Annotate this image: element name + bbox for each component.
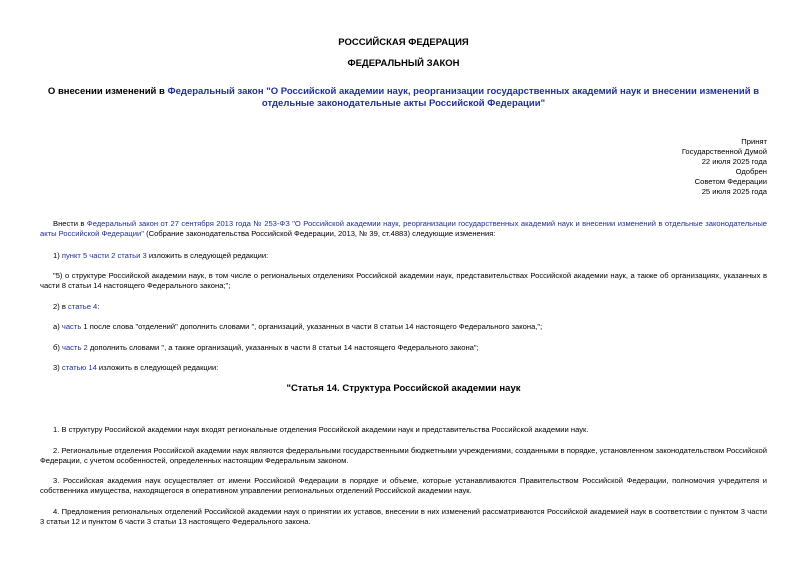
item-1-suffix: изложить в следующей редакции:	[146, 251, 269, 260]
article-p2: 2. Региональные отделения Российской академии наук являются федеральными государственными бюджетными учреждениями, созданными в порядке, установленном законодательством Российской Федерации, с учетом особенностей, определенных настоящим Федеральным законом.	[40, 446, 767, 465]
item-2-link[interactable]: статье 4	[68, 302, 98, 311]
item-3	[40, 363, 767, 373]
article-p1: 1. В структуру Российской академии наук входят региональные отделения Российской академии наук и представительства Российской академии наук.	[53, 425, 589, 434]
item-1-link[interactable]: пункт 5 части 2 статьи 3	[61, 251, 147, 260]
article-p3: 3. Российская академия наук осуществляет от имени Российской Федерации в порядке и объеме, которые устанавливаются Правительством Российской Федерации, полномочия учредителя и собственника имущества, находящегося в оперативном управлении региональных отделений Российской академии наук.	[40, 476, 767, 495]
item-a-num: а)	[53, 322, 62, 331]
doc-type-heading: ФЕДЕРАЛЬНЫЙ ЗАКОН	[347, 58, 460, 69]
item-2-suffix: :	[97, 302, 100, 311]
article-title: "Статья 14. Структура Российской академии наук	[286, 383, 521, 394]
country-heading: РОССИЙСКАЯ ФЕДЕРАЦИЯ	[338, 37, 469, 48]
item-a-suffix: 1 после слова "отделений" дополнить словами ", организаций, указанных в части 8 статьи 14 настоящего Федерального закона,";	[81, 322, 543, 331]
approved-by: Советом Федерации	[694, 177, 767, 186]
item-b-suffix: дополнить словами ", а также организаций, указанных в части 8 статьи 14 настоящего Федерального закона";	[87, 343, 479, 352]
intro-prefix: Внести в	[53, 219, 87, 228]
item-a-link[interactable]: часть	[61, 322, 82, 331]
item-b-link[interactable]: часть 2	[62, 343, 88, 352]
intro-paragraph	[40, 219, 767, 239]
item-2-num: 2) в	[53, 302, 69, 311]
item-3-suffix: изложить в следующей редакции:	[96, 363, 219, 372]
law-title-link[interactable]: Федеральный закон "О Российской академии наук, реорганизации государственных академий наук и внесении изменений в отдельные законодательные акты Российской Федерации"	[167, 86, 760, 109]
intro-suffix: (Собрание законодательства Российской Федерации, 2013, № 39, ст.4883) следующие изменения:	[143, 229, 496, 238]
item-3-link[interactable]: статью 14	[61, 363, 97, 372]
law-title-prefix: О внесении изменений в	[47, 86, 168, 97]
approved-label: Одобрен	[735, 167, 767, 176]
item-b-num: б)	[53, 343, 62, 352]
item-1-num: 1)	[53, 251, 62, 260]
approved-date: 25 июля 2025 года	[701, 187, 767, 196]
adopted-label: Принят	[741, 137, 767, 146]
intro-link[interactable]: Федеральный закон от 27 сентября 2013 года № 253-ФЗ "О Российской академии наук, реорганизации государственных академий наук и внесении изменений в отдельные законодательные акты Российской Федерации"	[40, 219, 767, 238]
item-b	[40, 343, 767, 353]
adopted-date: 22 июля 2025 года	[701, 157, 767, 166]
law-title	[40, 86, 767, 110]
item-a	[40, 322, 767, 332]
item-2	[40, 302, 767, 312]
item-3-num: 3)	[53, 363, 62, 372]
item-1	[40, 251, 767, 261]
adopted-by: Государственной Думой	[681, 147, 767, 156]
article-p4: 4. Предложения региональных отделений Российской академии наук о принятии их уставов, внесении в них изменений рассматриваются Российской академией наук в соответствии с пунктом 3 части 3 статьи 12 и пунктом 6 части 3 статьи 13 настоящего Федерального закона.	[40, 507, 767, 526]
adoption-block	[682, 137, 767, 197]
quote-1: "5) о структуре Российской академии наук, в том числе о региональных отделениях Российской академии наук, представительствах Российской академии наук, а также об организациях, указанных в части 8 статьи 14 настоящего Федерального закона;";	[40, 271, 767, 290]
